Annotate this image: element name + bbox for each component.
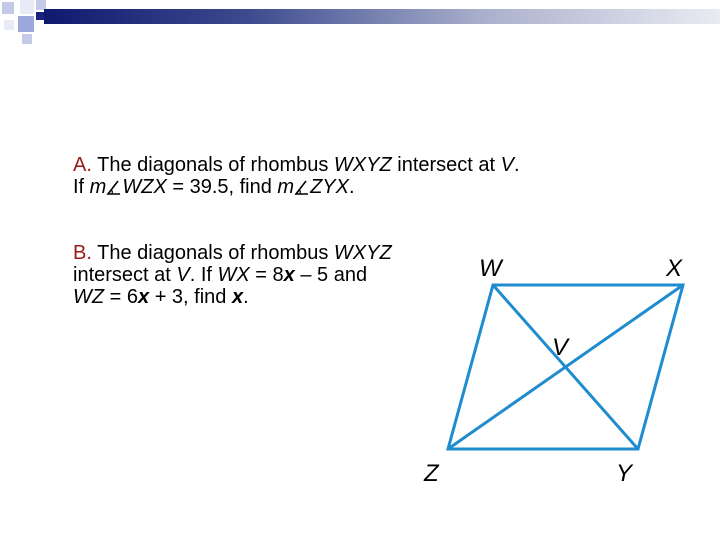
vertex-label-x: X	[666, 255, 683, 282]
vertex-label-v: V	[552, 334, 569, 361]
header-square	[20, 0, 34, 14]
measure-symbol: m	[277, 176, 295, 198]
problem-a-text-part: = 39.5, find	[166, 176, 278, 198]
rhombus-figure	[415, 240, 715, 500]
header-square	[4, 20, 14, 30]
variable-x: x	[283, 264, 295, 286]
problem-b-text-part: = 8	[249, 264, 284, 286]
problem-a-text-part: If	[73, 176, 90, 198]
vertex-label-w: W	[479, 255, 502, 282]
intersection-point: V	[500, 154, 514, 176]
problem-a-text-part: .	[349, 176, 355, 198]
segment-name: WX	[217, 264, 250, 286]
rhombus-name: WXYZ	[333, 242, 392, 264]
problem-b-text-part: intersect at	[73, 264, 177, 286]
header-square	[18, 16, 34, 32]
problem-b-text-part: . If	[189, 264, 218, 286]
vertex-label-z: Z	[424, 460, 439, 487]
problem-b-marker: B.	[73, 242, 92, 264]
angle-name: WZX	[122, 176, 167, 198]
problem-b-text	[73, 242, 403, 308]
problem-b-text-part: .	[243, 286, 249, 308]
header-gradient-bar	[44, 9, 720, 24]
problem-a-text	[73, 154, 673, 198]
variable-x: x	[231, 286, 244, 308]
measure-symbol: m	[89, 176, 107, 198]
segment-name: WZ	[73, 286, 105, 308]
header-square	[22, 34, 32, 44]
header-square	[2, 2, 14, 14]
angle-name: ZYX	[310, 176, 349, 198]
header-square	[36, 12, 44, 20]
problem-a-text-part: .	[513, 154, 520, 176]
problem-a-marker: A.	[73, 154, 92, 176]
diagonal-xz	[448, 285, 683, 449]
intersection-point: V	[176, 264, 190, 286]
problem-b-text-part: The diagonals of rhombus	[91, 242, 334, 264]
problem-b-text-part: – 5 and	[294, 264, 368, 286]
problem-b-text-part: + 3, find	[149, 286, 232, 308]
problem-b-text-part: = 6	[104, 286, 139, 308]
vertex-label-y: Y	[616, 460, 633, 487]
variable-x: x	[138, 286, 150, 308]
rhombus-name: WXYZ	[333, 154, 392, 176]
angle-icon	[294, 179, 310, 195]
problem-a-text-part: intersect at	[391, 154, 501, 176]
angle-icon	[106, 179, 122, 195]
problem-a-text-part: The diagonals of rhombus	[91, 154, 334, 176]
